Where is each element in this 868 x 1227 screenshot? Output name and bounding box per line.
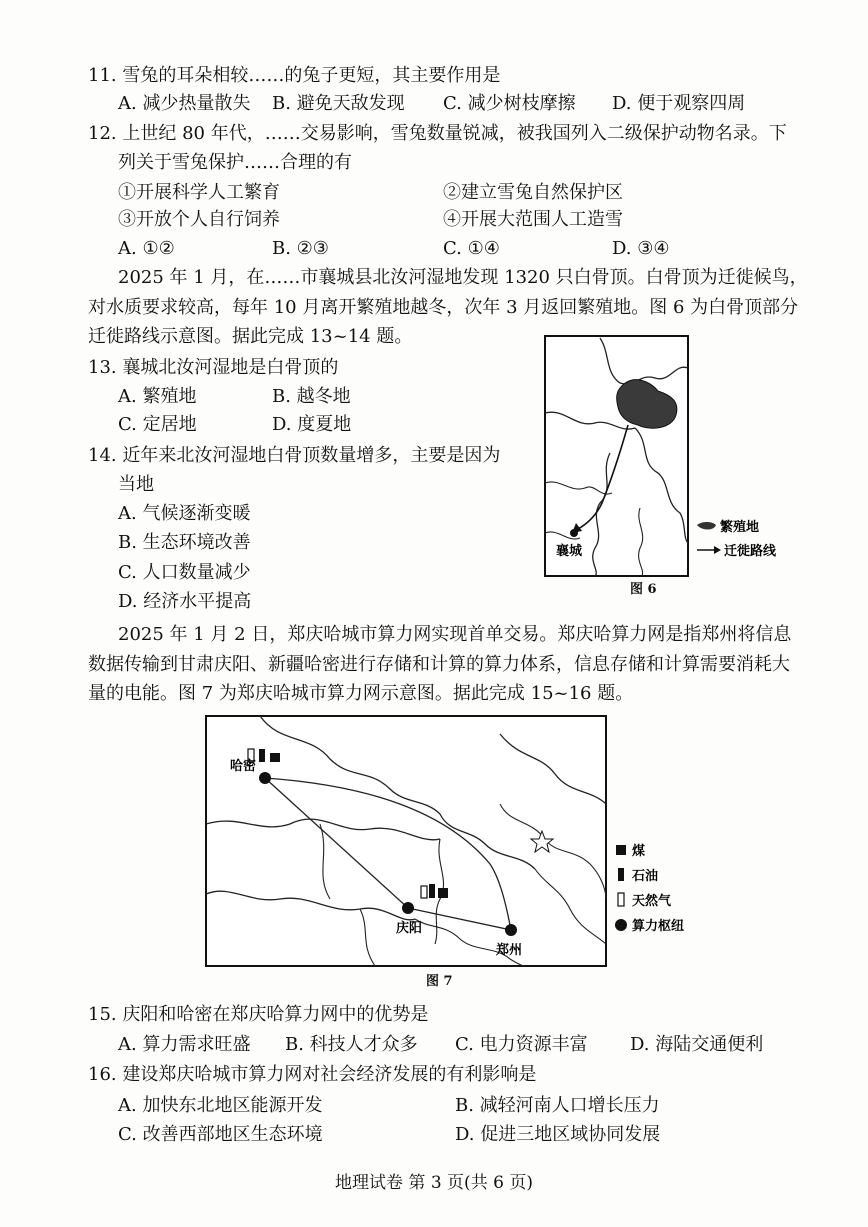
figure-6-city-label: 襄城 — [556, 544, 583, 559]
q14-option-b: B. 生态环境改善 — [118, 532, 251, 553]
q12-option-c: C. ①④ — [443, 238, 500, 259]
q16-option-d: D. 促进三地区域协同发展 — [455, 1124, 661, 1145]
legend-oil-label: 石油 — [632, 869, 659, 884]
city-label-qingyang: 庆阳 — [396, 921, 423, 936]
q14-option-c: C. 人口数量减少 — [118, 562, 251, 583]
q13-option-b: B. 越冬地 — [272, 386, 351, 407]
q12-option-b: B. ②③ — [272, 238, 329, 259]
q14-option-d: D. 经济水平提高 — [118, 591, 252, 612]
q11-option-a: A. 减少热量散失 — [118, 93, 251, 114]
q12-item-1: ①开展科学人工繁育 — [118, 182, 280, 203]
q13-option-a: A. 繁殖地 — [118, 386, 197, 407]
legend-breeding-icon — [697, 522, 716, 530]
legend-hub-label: 算力枢纽 — [632, 919, 685, 934]
question-16-stem: 16. 建设郑庆哈城市算力网对社会经济发展的有利影响是 — [88, 1064, 537, 1085]
city-label-zhengzhou: 郑州 — [496, 943, 523, 958]
page-footer: 地理试卷 第 3 页(共 6 页) — [335, 1173, 533, 1193]
legend-coal-icon — [616, 845, 626, 855]
q15-option-d: D. 海陆交通便利 — [630, 1034, 764, 1055]
question-15-stem: 15. 庆阳和哈密在郑庆哈算力网中的优势是 — [88, 1004, 429, 1025]
q16-option-a: A. 加快东北地区能源开发 — [118, 1095, 323, 1116]
passage-2-line2: 数据传输到甘肃庆阳、新疆哈密进行存储和计算的算力体系，信息存储和计算需要消耗大 — [88, 654, 790, 675]
passage-1-line2: 对水质要求较高，每年 10 月离开繁殖地越冬，次年 3 月返回繁殖地。图 6 为白骨顶部分 — [88, 297, 799, 318]
q14-option-a: A. 气候逐渐变暖 — [118, 503, 251, 524]
legend-oil-icon — [618, 868, 624, 881]
q15-option-b: B. 科技人才众多 — [285, 1034, 418, 1055]
figure-6-caption: 图 6 — [630, 582, 657, 597]
question-12-stem-line1: 12. 上世纪 80 年代，……交易影响，雪兔数量锐减，被我国列入二级保护动物名录。下 — [88, 123, 787, 144]
zhengzhou-node — [505, 924, 517, 936]
q11-option-d: D. 便于观察四周 — [612, 93, 746, 114]
q15-option-c: C. 电力资源丰富 — [455, 1034, 588, 1055]
q12-item-2: ②建立雪兔自然保护区 — [443, 182, 623, 203]
figure-7-map — [200, 714, 700, 974]
question-13-stem: 13. 襄城北汝河湿地是白骨顶的 — [88, 357, 339, 378]
passage-2-line1: 2025 年 1 月 2 日，郑庆哈城市算力网实现首单交易。郑庆哈算力网是指郑州将信息 — [118, 624, 792, 645]
question-11-stem: 11. 雪兔的耳朵相较……的兔子更短，其主要作用是 — [88, 65, 501, 86]
passage-1-line3: 迁徙路线示意图。据此完成 13~14 题。 — [88, 326, 413, 347]
legend-gas-icon — [618, 893, 624, 906]
q12-item-3: ③开放个人自行饲养 — [118, 209, 280, 230]
figure-7-caption: 图 7 — [426, 974, 453, 989]
q13-option-d: D. 度夏地 — [272, 414, 352, 435]
legend-hub-icon — [615, 919, 627, 931]
city-label-hami: 哈密 — [230, 759, 257, 774]
q12-item-4: ④开展大范围人工造雪 — [443, 209, 623, 230]
q16-option-b: B. 减轻河南人口增长压力 — [455, 1095, 660, 1116]
figure-6-map — [540, 333, 790, 595]
question-14-stem-line1: 14. 近年来北汝河湿地白骨顶数量增多，主要是因为 — [88, 445, 501, 466]
q16-option-c: C. 改善西部地区生态环境 — [118, 1124, 323, 1145]
q11-option-b: B. 避免天敌发现 — [272, 93, 405, 114]
q12-option-a: A. ①② — [118, 238, 175, 259]
legend-breeding-label: 繁殖地 — [720, 520, 760, 535]
q12-option-d: D. ③④ — [612, 238, 670, 259]
question-14-stem-line2: 当地 — [118, 474, 154, 495]
passage-1-line1: 2025 年 1 月，在……市襄城县北汝河湿地发现 1320 只白骨顶。白骨顶为迁徙候鸟， — [118, 267, 808, 288]
legend-gas-label: 天然气 — [632, 894, 672, 909]
question-12-stem-line2: 列关于雪兔保护……合理的有 — [118, 152, 352, 173]
legend-coal-label: 煤 — [632, 844, 646, 859]
figure-6-frame — [545, 336, 688, 576]
passage-2-line3: 量的电能。图 7 为郑庆哈城市算力网示意图。据此完成 15~16 题。 — [88, 683, 634, 704]
q13-option-c: C. 定居地 — [118, 414, 197, 435]
legend-route-label: 迁徙路线 — [724, 544, 777, 559]
q11-option-c: C. 减少树枝摩擦 — [443, 93, 576, 114]
q15-option-a: A. 算力需求旺盛 — [118, 1034, 251, 1055]
